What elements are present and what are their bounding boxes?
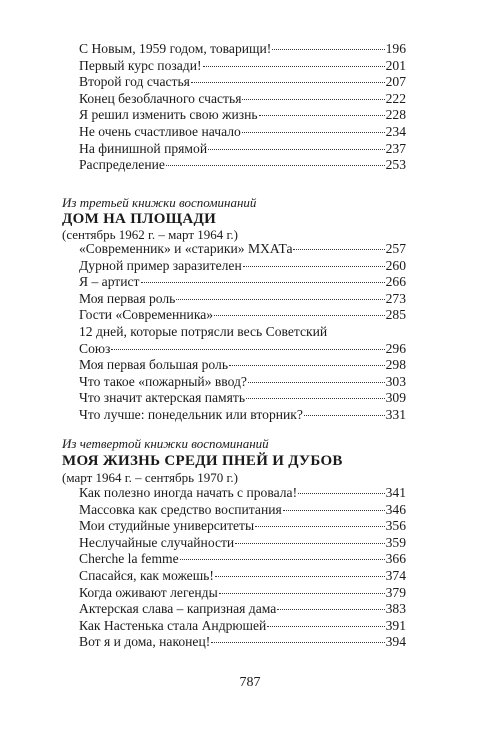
toc-entry[interactable]: Первый курс позади! 201 (79, 57, 406, 73)
toc-entry[interactable]: Что лучше: понедельник или вторник? 331 (79, 406, 406, 422)
toc-entry[interactable]: Моя первая роль 273 (79, 290, 406, 306)
toc-entry-line2[interactable]: Союз 296 (79, 340, 406, 356)
toc-entry[interactable]: Как полезно иногда начать с провала! 341 (79, 485, 406, 500)
toc-entry[interactable]: Я – артист 266 (79, 274, 406, 290)
section-source: Из четвертой книжки воспоминаний (62, 436, 269, 451)
section-source: Из третьей книжки воспоминаний (62, 195, 257, 210)
toc-block-3 (79, 485, 406, 651)
toc-entry[interactable]: Второй год счастья 207 (79, 74, 406, 90)
toc-entry[interactable]: Дурной пример заразителен 260 (79, 257, 406, 273)
toc-entry[interactable]: На финишной прямой 237 (79, 140, 406, 156)
toc-entry[interactable]: Актерская слава – капризная дама 383 (79, 601, 406, 617)
toc-entry[interactable]: Распределение 253 (79, 157, 406, 173)
page-number: 787 (239, 675, 261, 690)
toc-entry[interactable]: Cherche la femme 366 (79, 551, 406, 567)
toc-block-1 (79, 41, 406, 174)
toc-entry[interactable]: Когда оживают легенды 379 (79, 584, 406, 600)
toc-entry[interactable]: Что значит актерская память 309 (79, 390, 406, 406)
toc-entry[interactable]: Как Настенька стала Андрюшей 391 (79, 617, 406, 633)
toc-entry[interactable]: «Современник» и «старики» МХАТа 257 (79, 241, 406, 256)
section-dates: (сентябрь 1962 г. – март 1964 г.) (62, 227, 238, 242)
toc-entry[interactable]: Конец безоблачного счастья 222 (79, 90, 406, 106)
toc-entry-line1[interactable]: 12 дней, которые потрясли весь Советский (79, 323, 328, 339)
toc-entry[interactable]: Массовка как средство воспитания 346 (79, 501, 406, 517)
section-title: ДОМ НА ПЛОЩАДИ (62, 211, 217, 227)
toc-entry[interactable]: Моя первая большая роль 298 (79, 357, 406, 373)
toc-entry[interactable]: С Новым, 1959 годом, товарищи! 196 (79, 41, 406, 56)
toc-entry[interactable]: Не очень счастливое начало 234 (79, 123, 406, 139)
toc-block-2 (79, 241, 406, 424)
toc-entry[interactable]: Неслучайные случайности 359 (79, 534, 406, 550)
toc-entry[interactable]: Гости «Современника» 285 (79, 307, 406, 323)
section-title: МОЯ ЖИЗНЬ СРЕДИ ПНЕЙ И ДУБОВ (62, 453, 343, 469)
toc-entry[interactable]: Мои студийные университеты 356 (79, 518, 406, 534)
toc-entry[interactable]: Я решил изменить свою жизнь 228 (79, 107, 406, 123)
section-dates: (март 1964 г. – сентябрь 1970 г.) (62, 470, 238, 485)
toc-entry[interactable]: Что такое «пожарный» ввод? 303 (79, 373, 406, 389)
toc-entry[interactable]: Спасайся, как можешь! 374 (79, 567, 406, 583)
toc-entry[interactable]: Вот я и дома, наконец! 394 (79, 634, 406, 650)
